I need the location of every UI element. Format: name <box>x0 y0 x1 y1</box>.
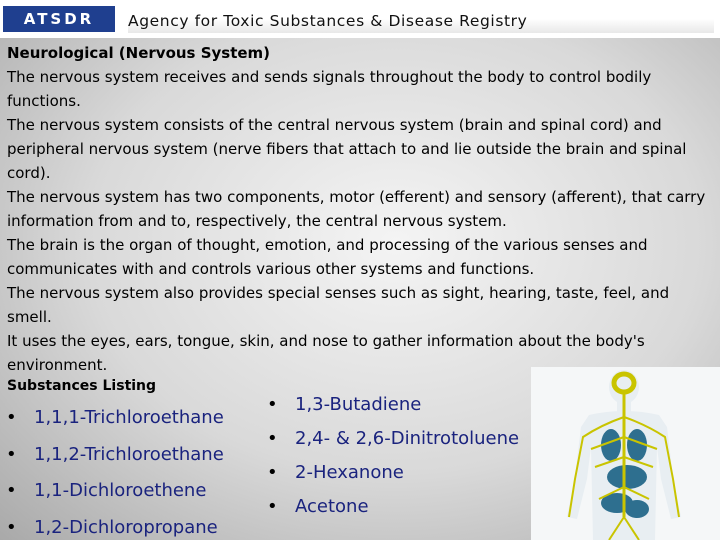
nervous-system-illustration-icon <box>531 367 720 540</box>
substances-heading: Substances Listing <box>7 375 156 397</box>
atsdr-logo: ATSDR <box>3 6 115 32</box>
banner-title: Agency for Toxic Substances & Disease Registry <box>128 9 714 33</box>
substance-item: • Acetone <box>267 490 519 524</box>
substance-item: • 1,3-Butadiene <box>267 388 519 422</box>
header-banner <box>0 0 720 38</box>
paragraph-5: The nervous system also provides special senses such as sight, hearing, taste, feel, and smell. <box>7 281 713 329</box>
nervous-system-figure <box>531 367 720 540</box>
paragraph-2: The nervous system consists of the central nervous system (brain and spinal cord) and peripheral nervous system (nerve fibers that attach to and lie outside the brain and spinal cord). <box>7 113 713 185</box>
substance-item: • 2-Hexanone <box>267 456 519 490</box>
paragraph-3: The nervous system has two components, motor (efferent) and sensory (afferent), that carry information from and to, respectively, the central nervous system. <box>7 185 713 233</box>
substance-item: • 1,1,1-Trichloroethane <box>6 400 224 437</box>
substance-item: • 1,1-Dichloroethene <box>6 473 224 510</box>
substance-item: • 2,4- & 2,6-Dinitrotoluene <box>267 422 519 456</box>
paragraph-1: The nervous system receives and sends signals throughout the body to control bodily functions. <box>7 65 713 113</box>
substance-item: • 1,1,2-Trichloroethane <box>6 437 224 474</box>
body-text <box>7 41 713 377</box>
page-heading: Neurological (Nervous System) <box>7 41 713 65</box>
substance-item: • 1,2-Dichloropropane <box>6 510 224 546</box>
paragraph-6: It uses the eyes, ears, tongue, skin, and nose to gather information about the body's environment. <box>7 329 713 377</box>
substances-list-right <box>267 388 519 524</box>
substances-list-left <box>6 400 224 546</box>
paragraph-4: The brain is the organ of thought, emotion, and processing of the various senses and communicates with and controls various other systems and functions. <box>7 233 713 281</box>
